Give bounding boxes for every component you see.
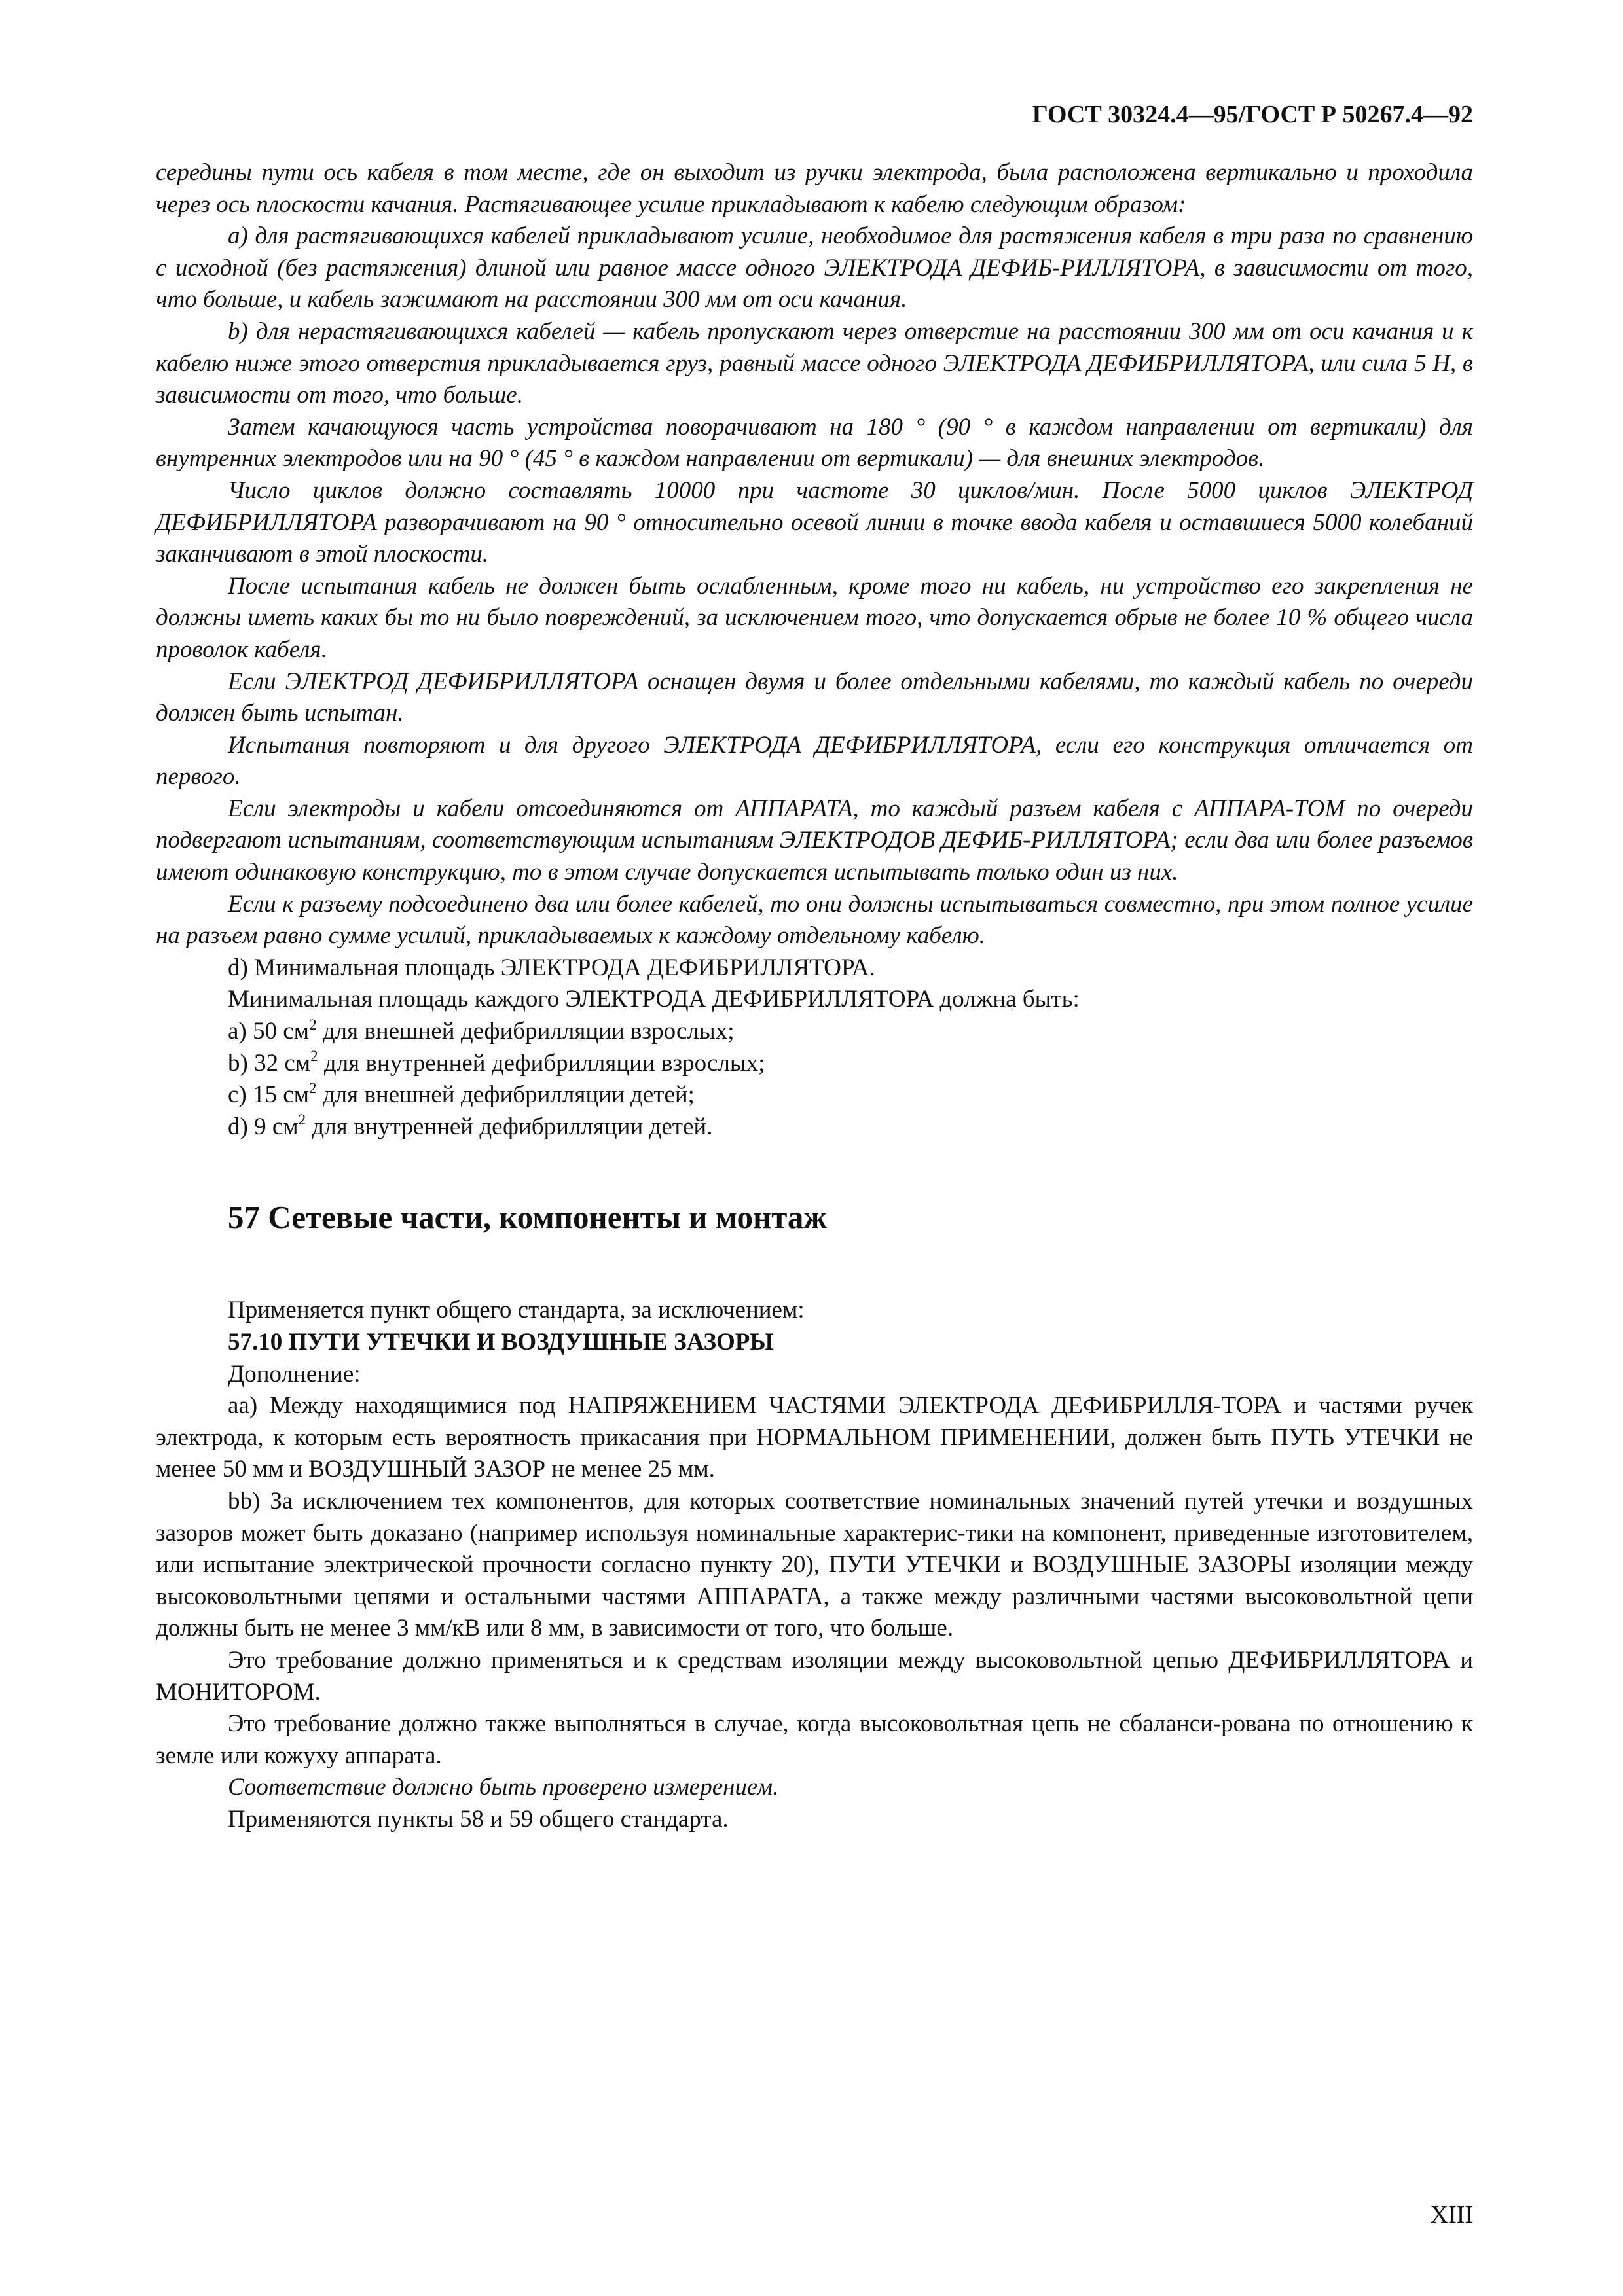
area-intro: Минимальная площадь каждого ЭЛЕКТРОДА ДЕФИБРИЛЛЯТОРА должна быть: bbox=[228, 986, 1080, 1013]
document-header: ГОСТ 30324.4—95/ГОСТ Р 50267.4—92 bbox=[1032, 101, 1473, 128]
area-item-b-prefix: b) 32 см bbox=[228, 1049, 311, 1077]
document-page bbox=[156, 98, 1473, 1836]
document-body bbox=[156, 157, 1473, 1836]
paragraph-stretch-cables: а) для растягивающихся кабелей прикладывают усилие, необходимое для растяжения кабеля в три раза по сравнению с исходной (без растяжения) длиной или равное массе одного ЭЛЕКТРОДА ДЕФИБ-РИЛЛЯТОРА, в зависимости от того, что больше, и кабель зажимают на расстоянии 300 мм от оси качания. bbox=[156, 223, 1473, 314]
paragraph-nonstretch-cables: b) для нерастягивающихся кабелей — кабель пропускают через отверстие на расстоянии 300 мм от оси качания и к кабелю ниже этого отверстия прикладывается груз, равный массе одного ЭЛЕКТРОДА ДЕФИБРИЛЛЯТОРА, или сила 5 Н, в зависимости от того, что больше. bbox=[156, 317, 1473, 409]
section-57-addition: Дополнение: bbox=[228, 1360, 361, 1388]
area-item-b bbox=[156, 1048, 1473, 1080]
area-item-c-sup: 2 bbox=[309, 1079, 317, 1096]
area-item-c-suffix: для внешней дефибрилляции детей; bbox=[316, 1081, 695, 1109]
area-item-a-suffix: для внешней дефибрилляции взрослых; bbox=[316, 1018, 735, 1045]
section-57-requirement-unbalanced: Это требование должно также выполняться в случае, когда высоковольтная цепь не сбаланси-рована по отношению к земле или кожуху аппарата. bbox=[156, 1710, 1473, 1769]
section-57-item-bb: bb) За исключением тех компонентов, для которых соответствие номинальных значений путей утечки и воздушных зазоров может быть доказано (например используя номинальные характерис-тики на компонент, приведенные изготовителем, или испытание электрической прочности согласно пункту 20), ПУТИ УТЕЧКИ и ВОЗДУШНЫЕ ЗАЗОРЫ изоляции между высоковольтными цепями и остальными частями АППАРАТА, а также между различными частями высоковольтной цепи должны быть не менее 3 мм/кВ или 8 мм, в зависимости от того, что больше. bbox=[156, 1487, 1473, 1642]
area-heading: d) Минимальная площадь ЭЛЕКТРОДА ДЕФИБРИЛЛЯТОРА. bbox=[228, 954, 875, 981]
section-57-verification: Соответствие должно быть проверено измерением. bbox=[228, 1774, 779, 1801]
area-item-d-suffix: для внутренней дефибрилляции детей. bbox=[306, 1113, 713, 1140]
paragraph-repeat-test: Испытания повторяют и для другого ЭЛЕКТРОДА ДЕФИБРИЛЛЯТОРА, если его конструкция отличается от первого. bbox=[156, 731, 1473, 791]
section-57-item-aa: аа) Между находящимися под НАПРЯЖЕНИЕМ ЧАСТЯМИ ЭЛЕКТРОДА ДЕФИБРИЛЛЯ-ТОРА и частями ручек электрода, к которым есть вероятность прикасания при НОРМАЛЬНОМ ПРИМЕНЕНИИ, должен быть ПУТЬ УТЕЧКИ не менее 50 мм и ВОЗДУШНЫЙ ЗАЗОР не менее 25 мм. bbox=[156, 1392, 1473, 1483]
paragraph-connector-force: Если к разъему подсоединено два или более кабелей, то они должны испытываться совместно, при этом полное усилие на разъем равно сумме усилий, прикладываемых к каждому отдельному кабелю. bbox=[156, 890, 1473, 950]
area-item-c bbox=[156, 1079, 1473, 1111]
paragraph-rotation: Затем качающуюся часть устройства поворачивают на 180 ° (90 ° в каждом направлении от вертикали) для внутренних электродов или на 90 ° (45 ° в каждом направлении от вертикали) — для внешних электродов. bbox=[156, 413, 1473, 473]
area-item-c-prefix: c) 15 см bbox=[228, 1081, 310, 1109]
area-item-b-suffix: для внутренней дефибрилляции взрослых; bbox=[318, 1049, 765, 1077]
page-number: XIII bbox=[1430, 2201, 1473, 2229]
area-item-a-sup: 2 bbox=[309, 1016, 317, 1033]
section-57-requirement-monitor: Это требование должно применяться и к средствам изоляции между высоковольтной цепью ДЕФИБРИЛЛЯТОРА и МОНИТОРОМ. bbox=[156, 1646, 1473, 1706]
section-57-applies: Применяется пункт общего стандарта, за исключением: bbox=[228, 1297, 805, 1324]
area-item-a bbox=[156, 1016, 1473, 1048]
section-57-title: 57 Сетевые части, компоненты и монтаж bbox=[228, 1199, 827, 1236]
area-item-a-prefix: a) 50 см bbox=[228, 1018, 310, 1045]
area-item-d-sup: 2 bbox=[298, 1111, 306, 1128]
area-item-d-prefix: d) 9 см bbox=[228, 1113, 299, 1140]
paragraph-cable-axis: середины пути ось кабеля в том месте, где он выходит из ручки электрода, была расположена вертикально и проходила через ось плоскости качания. Растягивающее усилие прикладывают к кабелю следующим образом: bbox=[156, 159, 1473, 218]
paragraph-cycles: Число циклов должно составлять 10000 при частоте 30 циклов/мин. После 5000 циклов ЭЛЕКТРОД ДЕФИБРИЛЛЯТОРА разворачивают на 90 ° относительно осевой линии в точке ввода кабеля и оставшиеся 5000 колебаний заканчивают в этой плоскости. bbox=[156, 476, 1473, 568]
paragraph-after-test: После испытания кабель не должен быть ослабленным, кроме того ни кабель, ни устройство его закрепления не должны иметь каких бы то ни было повреждений, за исключением того, что допускается обрыв не более 10 % общего числа проволок кабеля. bbox=[156, 572, 1473, 663]
section-57-applies-58-59: Применяются пункты 58 и 59 общего стандарта. bbox=[228, 1805, 729, 1833]
paragraph-connectors: Если электроды и кабели отсоединяются от АППАРАТА, то каждый разъем кабеля с АППАРА-ТОМ по очереди подвергают испытаниям, соответствующим испытаниям ЭЛЕКТРОДОВ ДЕФИБ-РИЛЛЯТОРА; если два или более разъемов имеют одинаковую конструкцию, то в этом случае допускается испытывать только один из них. bbox=[156, 795, 1473, 886]
paragraph-multiple-cables: Если ЭЛЕКТРОД ДЕФИБРИЛЛЯТОРА оснащен двумя и более отдельными кабелями, то каждый кабель по очереди должен быть испытан. bbox=[156, 668, 1473, 727]
area-item-b-sup: 2 bbox=[310, 1048, 318, 1065]
area-item-d bbox=[156, 1111, 1473, 1143]
section-57-10-heading: 57.10 ПУТИ УТЕЧКИ И ВОЗДУШНЫЕ ЗАЗОРЫ bbox=[228, 1329, 774, 1355]
